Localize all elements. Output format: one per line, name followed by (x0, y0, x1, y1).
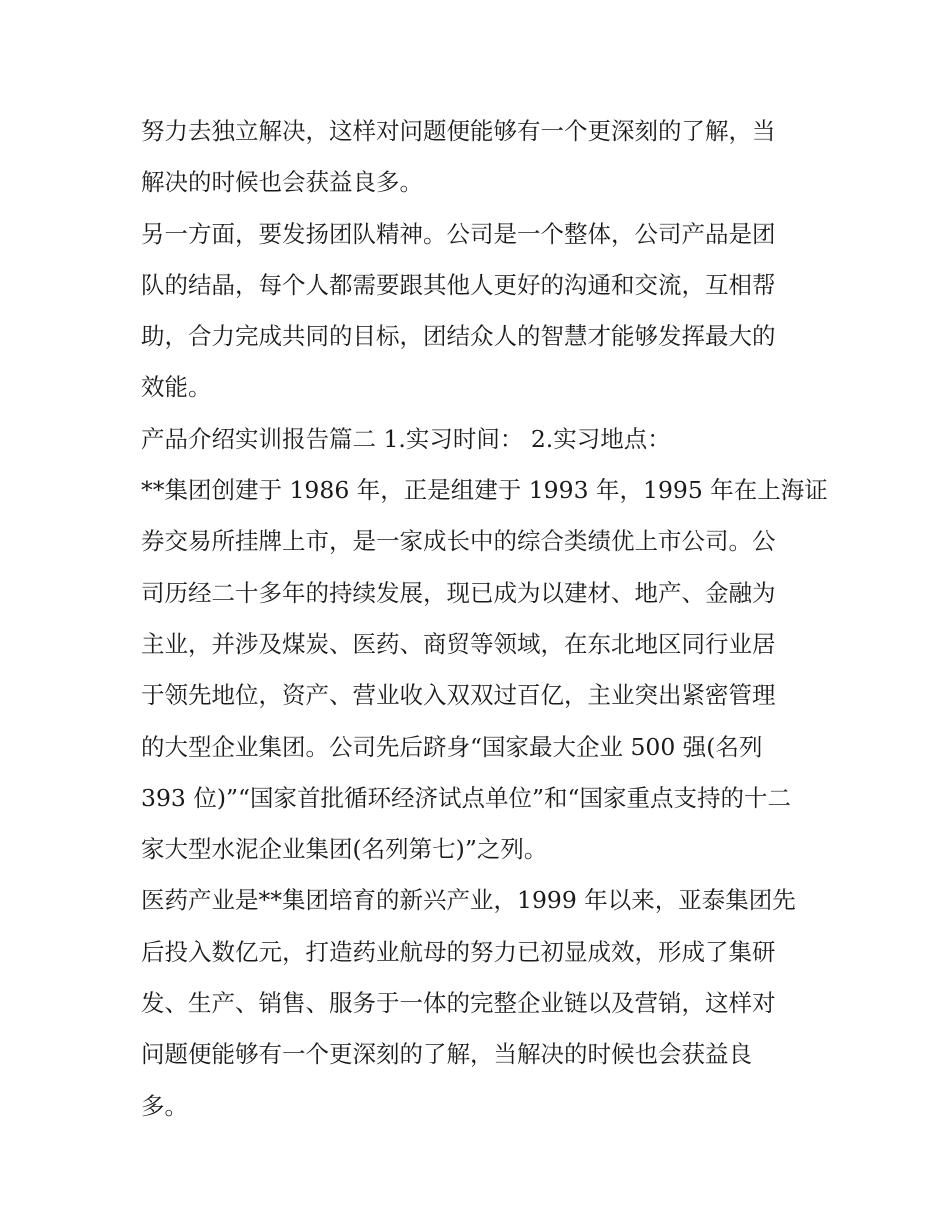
text-line: 效能。 (141, 373, 212, 402)
text-line: 的大型企业集团。公司先后跻身“国家最大企业 500 强(名列 (141, 732, 763, 761)
text-line: 主业，并涉及煤炭、医药、商贸等领域，在东北地区同行业居 (141, 629, 776, 658)
text-line: 393 位)”“国家首批循环经济试点单位”和“国家重点支持的十二 (141, 783, 792, 812)
text-line: 发、生产、销售、服务于一体的完整企业链以及营销，这样对 (141, 989, 776, 1018)
text-line: 券交易所挂牌上市，是一家成长中的综合类绩优上市公司。公 (141, 527, 776, 556)
text-line: 后投入数亿元，打造药业航母的努力已初显成效，形成了集研 (141, 937, 776, 966)
text-line: 队的结晶，每个人都需要跟其他人更好的沟通和交流，互相帮 (141, 270, 776, 299)
text-line: 多。 (141, 1091, 188, 1120)
section-heading-line: 产品介绍实训报告篇二 1.实习时间： 2.实习地点： (141, 424, 671, 453)
text-line: 助，合力完成共同的目标，团结众人的智慧才能够发挥最大的 (141, 322, 776, 351)
text-line: **集团创建于 1986 年，正是组建于 1993 年，1995 年在上海证 (141, 476, 828, 505)
text-line: 于领先地位，资产、营业收入双双过百亿，主业突出紧密管理 (141, 681, 776, 710)
text-line: 解决的时候也会获益良多。 (141, 168, 423, 197)
text-line: 问题便能够有一个更深刻的了解，当解决的时候也会获益良 (141, 1040, 752, 1069)
text-line: 医药产业是**集团培育的新兴产业，1999 年以来，亚泰集团先 (141, 886, 796, 915)
text-line: 司历经二十多年的持续发展，现已成为以建材、地产、金融为 (141, 578, 776, 607)
text-line: 努力去独立解决，这样对问题便能够有一个更深刻的了解，当 (141, 117, 776, 145)
body-text (141, 106, 828, 1132)
text-line: 另一方面，要发扬团队精神。公司是一个整体，公司产品是团 (141, 219, 776, 248)
text-line: 家大型水泥企业集团(名列第七)”之列。 (141, 835, 548, 864)
